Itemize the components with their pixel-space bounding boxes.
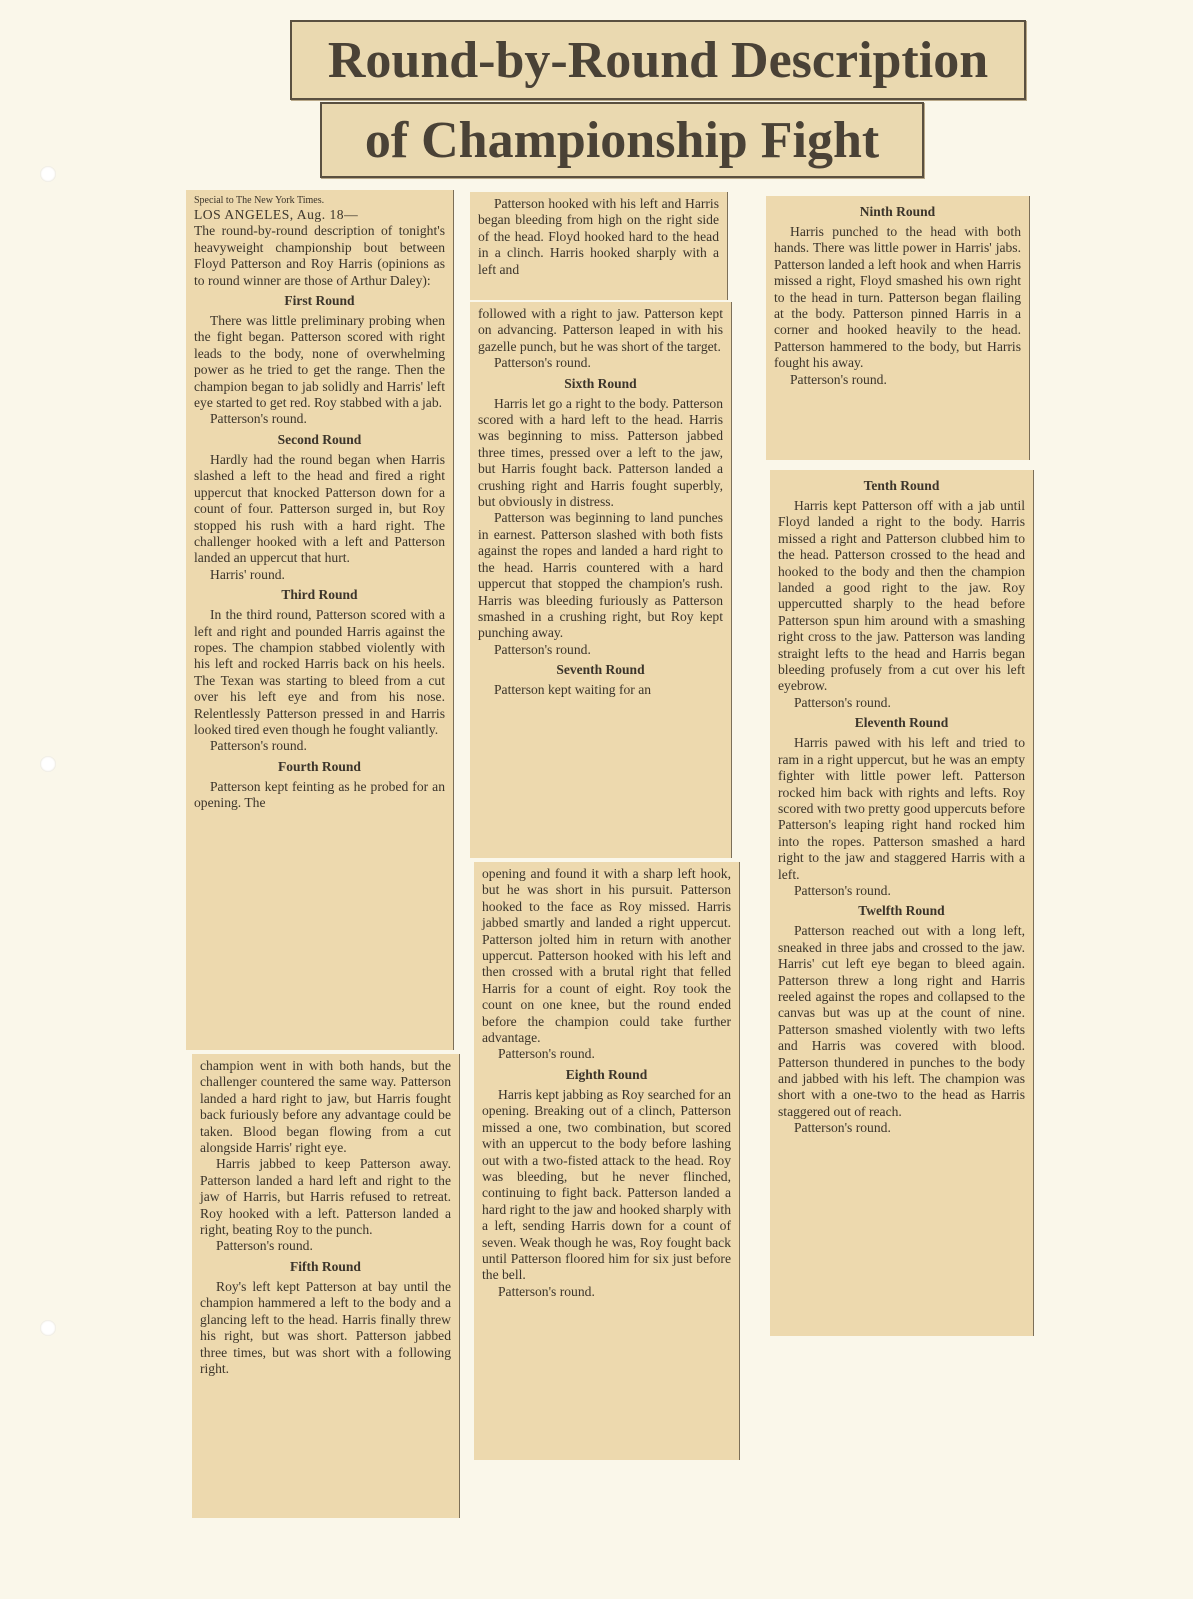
- round-title: Second Round: [277, 431, 362, 447]
- round-text: Patterson reached out with a long left, sneaked in three jabs and crossed to the jaw. Harris' cut left eye began to bleed again. Patterson threw a long right and Harris reeled against the ropes and collapsed to the canvas but was up at the count of nine. Patterson smashed violently with two lefts and Harris was covered with blood. Patterson thundered in punches to the body and jabbed with his left. The champion was short with a one-two to the head as Harris staggered out of reach.: [778, 923, 1025, 1119]
- round-text: Patterson kept feinting as he probed for an opening. The: [194, 778, 445, 811]
- clipping-column-2-bottom: [474, 862, 740, 1460]
- round-text: There was little preliminary probing when the fight began. Patterson scored with right leads to the body, none of overwhelming power as he tried to get the range. Then the champion began to jab solidly and Harris' left eye started to get red. Roy stabbed with a jab.: [194, 313, 445, 411]
- round-text: Patterson hooked with his left and Harris began bleeding from high on the right side of the head. Floyd hooked hard to the head in a clinch. Harris hooked sharply with a left and: [478, 196, 719, 277]
- round-verdict: Patterson's round.: [794, 1120, 891, 1136]
- clipping-column-3-bottom: [770, 470, 1034, 1336]
- punch-hole: [40, 166, 56, 182]
- round-verdict: Patterson's round.: [498, 1046, 595, 1062]
- round-title: Sixth Round: [564, 375, 637, 391]
- round-verdict: Harris' round.: [210, 566, 285, 582]
- round-text: Patterson kept waiting for an: [494, 682, 652, 698]
- round-verdict: Patterson's round.: [210, 738, 307, 754]
- round-verdict: Patterson's round.: [210, 411, 307, 427]
- round-text: Hardly had the round began when Harris slashed a left to the head and fired a right uppercut that knocked Patterson down for a count of four. Patterson surged in, but Roy stopped his rush with a hard right. The challenger hooked with a left and Patterson landed an uppercut that hurt.: [194, 451, 445, 566]
- round-verdict: Patterson's round.: [494, 641, 591, 657]
- round-text: In the third round, Patterson scored with a left and right and pounded Harris against the ropes. The champion stabbed violently with his left and rocked Harris back on his heels. The Texan was starting to bleed from a cut over his left eye and from his nose. Relentlessly Patterson pressed in and Harris looked tired even though he fought valiantly.: [194, 607, 445, 737]
- round-title: First Round: [284, 293, 355, 309]
- clipping-column-2-top: [470, 192, 728, 300]
- round-text: Harris kept jabbing as Roy searched for an opening. Breaking out of a clinch, Patterson missed a one, two combination, but scored with an uppercut to the body before lashing out with a two-fisted attack to the head. Roy was bleeding, but he never flinched, continuing to fight back. Patterson landed a hard right to the jaw and hooked sharply with a left, sending Harris down for a count of seven. Weak though he was, Roy fought back until Patterson floored him for six just before the bell.: [482, 1086, 731, 1283]
- punch-hole: [40, 756, 56, 772]
- round-text: Harris jabbed to keep Patterson away. Patterson landed a hard left and right to the jaw of Harris, but Harris refused to retreat. Roy hooked with a left. Patterson landed a right, beating Roy to the punch.: [200, 1156, 451, 1238]
- round-title: Fourth Round: [278, 758, 361, 774]
- wire-credit: Special to The New York Times.: [194, 195, 325, 206]
- round-title: Seventh Round: [556, 662, 645, 678]
- round-title: Tenth Round: [863, 478, 940, 493]
- round-title: Twelfth Round: [858, 903, 945, 919]
- clipping-column-1-bottom: [192, 1054, 460, 1518]
- round-verdict: Patterson's round.: [498, 1283, 595, 1299]
- round-text: Harris pawed with his left and tried to ram in a right uppercut, but he was an empty fighter with little power left. Patterson rocked him back with rights and lefts. Roy scored with two pretty good uppercuts before Patterson's leaping right hand rocked him into the ropes. Patterson smashed a hard right to the jaw and staggered Harris with a left.: [778, 735, 1025, 882]
- clipping-column-3-top: [766, 196, 1030, 460]
- round-title: Third Round: [281, 587, 358, 603]
- round-verdict: Patterson's round.: [790, 371, 887, 387]
- round-verdict: Patterson's round.: [494, 355, 591, 371]
- round-text: Roy's left kept Patterson at bay until the champion hammered a left to the body and a glancing left to the head. Harris finally threw his right, but was short. Patterson jabbed three times, but was short with a following right.: [200, 1278, 451, 1376]
- round-text: opening and found it with a sharp left hook, but he was short in his pursuit. Patterson hooked to the face as Roy missed. Harris jabbed smartly and landed a right uppercut. Patterson jolted him in return with another uppercut. Patterson hooked with his left and then crossed with a brutal right that felled Harris for a count of eight. Roy took the count on one knee, but the round ended before the champion could take further advantage.: [482, 866, 731, 1046]
- round-text: Harris let go a right to the body. Patterson scored with a hard left to the head. Harris was beginning to miss. Patterson jabbed three times, pressed over a left to the jaw, but Harris fought back. Patterson landed a crushing right and Harris fought superbly, but obviously in distress.: [478, 395, 723, 510]
- round-title: Eleventh Round: [854, 715, 949, 731]
- clipping-column-1-top: [186, 190, 454, 1050]
- round-title: Ninth Round: [859, 204, 936, 219]
- round-text: Harris punched to the head with both hands. There was little power in Harris' jabs. Patterson landed a left hook and when Harris missed a right, Floyd smashed his own right to the head in turn. Patterson began flailing at the body. Patterson pinned Harris in a corner and hooked heavily to the head. Patterson hammered to the body, but Harris fought his away.: [774, 224, 1021, 371]
- round-text: champion went in with both hands, but the challenger countered the same way. Patterson landed a hard right to jaw, but Harris fought back furiously before any advantage could be taken. Blood began flowing from a cut alongside Harris' right eye.: [200, 1058, 451, 1156]
- round-verdict: Patterson's round.: [794, 882, 891, 898]
- round-title: Eighth Round: [565, 1066, 648, 1082]
- intro-text: The round-by-round description of tonight's heavyweight championship bout between Floyd Patterson and Roy Harris (opinions as to round winner are those of Arthur Daley):: [194, 223, 445, 288]
- round-text: Harris kept Patterson off with a jab until Floyd landed a right to the body. Harris missed a right and Patterson clubbed him to the head. Patterson crossed to the head and hooked to the body and then the champion landed a good right to the jaw. Roy uppercutted sharply to the head before Patterson spun him around with a smashing right cross to the jaw. Patterson was landing straight lefts to the head and Harris began bleeding profusely from a cut over his left eyebrow.: [778, 498, 1025, 694]
- clipping-column-2-middle: [470, 302, 732, 858]
- headline-line-1: Round-by-Round Description: [290, 20, 1026, 100]
- dateline: LOS ANGELES, Aug. 18—: [194, 207, 359, 222]
- round-verdict: Patterson's round.: [216, 1238, 313, 1254]
- round-text: followed with a right to jaw. Patterson kept on advancing. Patterson leaped in with his gazelle punch, but he was short of the target.: [478, 306, 723, 354]
- round-title: Fifth Round: [290, 1258, 361, 1274]
- round-verdict: Patterson's round.: [794, 694, 891, 710]
- headline-line-2: of Championship Fight: [320, 102, 924, 178]
- round-text: Patterson was beginning to land punches in earnest. Patterson slashed with both fists against the ropes and landed a hard right to the head. Harris countered with a hard uppercut that stopped the champion's rush. Harris was bleeding furiously as Patterson smashed in a crushing right, but Roy kept punching away.: [478, 510, 723, 641]
- punch-hole: [40, 1320, 56, 1336]
